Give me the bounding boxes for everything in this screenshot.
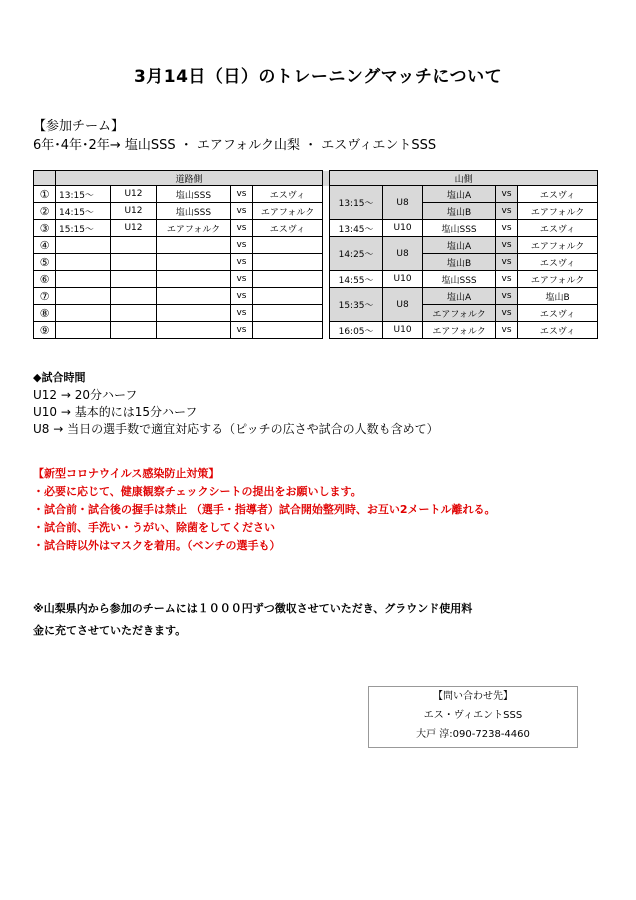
road-away-team <box>253 305 323 322</box>
mountain-vs: vs <box>496 271 518 288</box>
rules-heading: ◆試合時間 <box>33 371 86 384</box>
road-time <box>56 271 111 288</box>
mountain-vs: vs <box>496 186 518 203</box>
table-row <box>34 288 598 305</box>
mountain-home-team: 塩山B <box>423 254 496 271</box>
mountain-vs: vs <box>496 254 518 271</box>
road-age <box>111 271 157 288</box>
mountain-home-team: エアフォルク <box>423 322 496 339</box>
separator-cell <box>323 186 330 203</box>
mountain-home-team: 塩山SSS <box>423 220 496 237</box>
road-home-team <box>157 237 231 254</box>
separator-cell <box>323 203 330 220</box>
road-vs: vs <box>231 288 253 305</box>
mountain-away-team: エスヴィ <box>518 305 598 322</box>
separator-cell <box>323 220 330 237</box>
mountain-time: 14:55～ <box>330 271 383 288</box>
table-row <box>34 305 598 322</box>
road-time <box>56 305 111 322</box>
table-row <box>34 254 598 271</box>
mountain-time: 14:25～ <box>330 237 383 271</box>
road-time <box>56 254 111 271</box>
covid-item: ・必要に応じて、健康観察チェックシートの提出をお願いします。 <box>33 485 362 498</box>
road-home-team: 塩山SSS <box>157 203 231 220</box>
mountain-away-team: エアフォルク <box>518 237 598 254</box>
separator-cell <box>323 254 330 271</box>
road-age <box>111 237 157 254</box>
road-home-team <box>157 254 231 271</box>
road-vs: vs <box>231 271 253 288</box>
road-vs: vs <box>231 254 253 271</box>
table-row <box>34 271 598 288</box>
mountain-home-team: 塩山A <box>423 186 496 203</box>
covid-item: ・試合前、手洗い・うがい、除菌をしてください <box>33 521 275 534</box>
road-time: 14:15～ <box>56 203 111 220</box>
road-age <box>111 322 157 339</box>
mountain-home-team: 塩山B <box>423 203 496 220</box>
road-away-team <box>253 288 323 305</box>
mountain-vs: vs <box>496 305 518 322</box>
mountain-age: U10 <box>383 271 423 288</box>
mountain-home-team: 塩山A <box>423 237 496 254</box>
match-number: ③ <box>34 220 56 237</box>
table-row <box>34 203 598 220</box>
match-number: ⑦ <box>34 288 56 305</box>
schedule-table <box>33 170 598 339</box>
mountain-home-team: 塩山A <box>423 288 496 305</box>
contact-heading: 【問い合わせ先】 <box>433 691 513 702</box>
mountain-age: U10 <box>383 220 423 237</box>
road-age: U12 <box>111 220 157 237</box>
corner-cell <box>34 171 56 186</box>
road-time <box>56 237 111 254</box>
road-age <box>111 305 157 322</box>
mountain-home-team: エアフォルク <box>423 305 496 322</box>
mountain-age: U8 <box>383 288 423 322</box>
match-number: ④ <box>34 237 56 254</box>
road-time <box>56 322 111 339</box>
contact-person: 大戸 淳:090-7238-4460 <box>416 729 530 740</box>
road-time: 15:15～ <box>56 220 111 237</box>
match-number: ⑤ <box>34 254 56 271</box>
road-away-team <box>253 254 323 271</box>
covid-item: ・試合前・試合後の握手は禁止 （選手・指導者）試合開始整列時、お互い2メートル離れる。 <box>33 503 496 516</box>
road-age <box>111 288 157 305</box>
mountain-time: 13:45～ <box>330 220 383 237</box>
rule-u12: U12 → 20分ハーフ <box>33 388 138 402</box>
mountain-time: 13:15～ <box>330 186 383 220</box>
separator-cell <box>323 237 330 254</box>
road-time: 13:15～ <box>56 186 111 203</box>
road-home-team <box>157 305 231 322</box>
rule-u10: U10 → 基本的には15分ハーフ <box>33 405 198 419</box>
match-number: ② <box>34 203 56 220</box>
road-age: U12 <box>111 186 157 203</box>
road-home-team <box>157 288 231 305</box>
mountain-vs: vs <box>496 203 518 220</box>
mountain-age: U8 <box>383 237 423 271</box>
mountain-vs: vs <box>496 220 518 237</box>
road-home-team: 塩山SSS <box>157 186 231 203</box>
road-age: U12 <box>111 203 157 220</box>
road-home-team: エアフォルク <box>157 220 231 237</box>
rule-u8: U8 → 当日の選手数で適宜対応する（ピッチの広さや試合の人数も含めて） <box>33 422 439 436</box>
separator-cell <box>323 171 330 186</box>
mountain-age: U8 <box>383 186 423 220</box>
road-away-team: エアフォルク <box>253 203 323 220</box>
road-home-team <box>157 271 231 288</box>
road-vs: vs <box>231 322 253 339</box>
page-title: 3月14日（日）のトレーニングマッチについて <box>133 67 503 87</box>
mountain-away-team: 塩山B <box>518 288 598 305</box>
covid-heading: 【新型コロナウイルス感染防止対策】 <box>33 467 220 480</box>
mountain-away-team: エスヴィ <box>518 220 598 237</box>
road-away-team: エスヴィ <box>253 186 323 203</box>
contact-box <box>368 686 578 748</box>
road-vs: vs <box>231 305 253 322</box>
separator-cell <box>323 288 330 305</box>
road-vs: vs <box>231 203 253 220</box>
road-side-header: 道路側 <box>56 171 323 186</box>
mountain-age: U10 <box>383 322 423 339</box>
mountain-side-header: 山側 <box>330 171 598 186</box>
covid-item: ・試合時以外はマスクを着用。（ベンチの選手も） <box>33 539 281 552</box>
separator-cell <box>323 322 330 339</box>
road-time <box>56 288 111 305</box>
match-number: ① <box>34 186 56 203</box>
mountain-time: 15:35～ <box>330 288 383 322</box>
road-vs: vs <box>231 237 253 254</box>
table-row <box>34 186 598 203</box>
teams-heading: 【参加チーム】 <box>33 119 125 134</box>
road-away-team <box>253 237 323 254</box>
teams-line: 6年･4年･2年→ 塩山SSS ・ エアフォルク山梨 ・ エスヴィエントSSS <box>33 138 437 153</box>
separator-cell <box>323 271 330 288</box>
road-vs: vs <box>231 186 253 203</box>
road-vs: vs <box>231 220 253 237</box>
mountain-away-team: エアフォルク <box>518 271 598 288</box>
match-number: ⑨ <box>34 322 56 339</box>
table-row <box>34 322 598 339</box>
mountain-away-team: エアフォルク <box>518 203 598 220</box>
road-age <box>111 254 157 271</box>
contact-org: エス・ヴィエントSSS <box>423 710 523 721</box>
mountain-away-team: エスヴィ <box>518 322 598 339</box>
table-row <box>34 237 598 254</box>
mountain-vs: vs <box>496 322 518 339</box>
road-away-team: エスヴィ <box>253 220 323 237</box>
mountain-home-team: 塩山SSS <box>423 271 496 288</box>
mountain-time: 16:05～ <box>330 322 383 339</box>
separator-cell <box>323 305 330 322</box>
fee-note-line1: ※山梨県内から参加のチームには１０００円ずつ徴収させていただき、グラウンド使用料 <box>33 602 473 615</box>
match-number: ⑧ <box>34 305 56 322</box>
mountain-away-team: エスヴィ <box>518 254 598 271</box>
mountain-vs: vs <box>496 237 518 254</box>
road-away-team <box>253 271 323 288</box>
mountain-vs: vs <box>496 288 518 305</box>
fee-note-line2: 金に充てさせていただきます。 <box>33 624 187 637</box>
table-row <box>34 220 598 237</box>
schedule-header-row <box>34 171 598 186</box>
road-home-team <box>157 322 231 339</box>
match-number: ⑥ <box>34 271 56 288</box>
road-away-team <box>253 322 323 339</box>
mountain-away-team: エスヴィ <box>518 186 598 203</box>
